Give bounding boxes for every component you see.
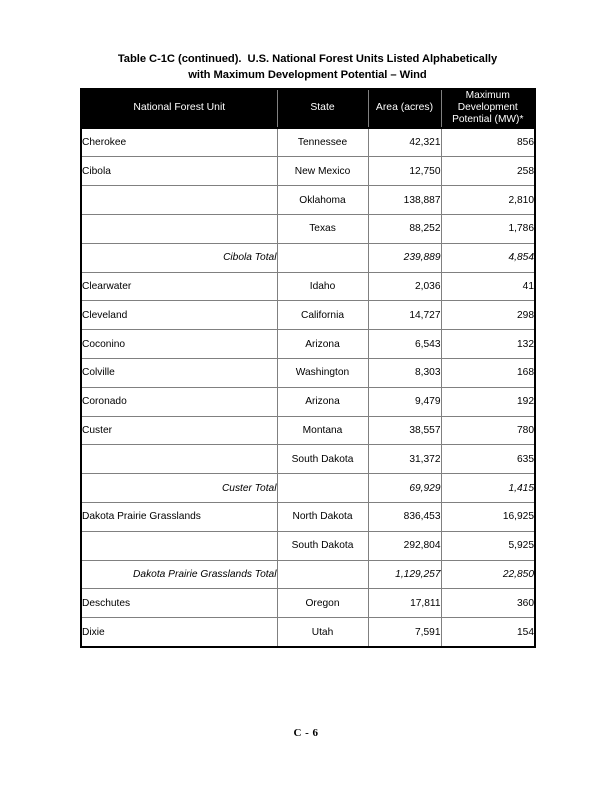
cell-group-total-label: Cibola Total <box>81 243 277 272</box>
cell-state: Oklahoma <box>277 186 368 215</box>
table-row <box>81 243 535 272</box>
cell-area-acres: 88,252 <box>368 215 441 244</box>
cell-area-acres: 31,372 <box>368 445 441 474</box>
cell-national-forest-unit: Clearwater <box>81 272 277 301</box>
cell-state: Tennessee <box>277 128 368 157</box>
cell-state: California <box>277 301 368 330</box>
cell-state: North Dakota <box>277 502 368 531</box>
page-title-line-2: with Maximum Development Potential – Wind <box>188 68 427 81</box>
cell-national-forest-unit: Cibola <box>81 157 277 186</box>
cell-area-acres: 292,804 <box>368 531 441 560</box>
cell-max-development-potential: 258 <box>441 157 535 186</box>
table-row <box>81 301 535 330</box>
column-header-potential-line-1: Maximum <box>465 90 510 101</box>
cell-max-development-potential: 1,415 <box>441 474 535 503</box>
cell-area-acres: 69,929 <box>368 474 441 503</box>
cell-area-acres: 42,321 <box>368 128 441 157</box>
cell-state: Idaho <box>277 272 368 301</box>
column-header-area-acres <box>368 89 441 128</box>
cell-max-development-potential: 41 <box>441 272 535 301</box>
cell-state <box>277 474 368 503</box>
cell-state: Arizona <box>277 387 368 416</box>
cell-max-development-potential: 2,810 <box>441 186 535 215</box>
cell-max-development-potential: 4,854 <box>441 243 535 272</box>
cell-national-forest-unit: Coronado <box>81 387 277 416</box>
cell-group-total-label: Dakota Prairie Grasslands Total <box>81 560 277 589</box>
cell-national-forest-unit: Custer <box>81 416 277 445</box>
cell-area-acres: 2,036 <box>368 272 441 301</box>
table-row <box>81 618 535 647</box>
table-row <box>81 445 535 474</box>
cell-state: Texas <box>277 215 368 244</box>
column-header-state <box>277 89 368 128</box>
table-row <box>81 531 535 560</box>
cell-area-acres: 12,750 <box>368 157 441 186</box>
cell-max-development-potential: 154 <box>441 618 535 647</box>
cell-state: South Dakota <box>277 531 368 560</box>
column-header-national-forest-unit <box>81 89 277 128</box>
forest-units-table <box>80 88 536 648</box>
cell-area-acres: 138,887 <box>368 186 441 215</box>
table-header <box>81 89 535 128</box>
table-row <box>81 358 535 387</box>
cell-state <box>277 560 368 589</box>
cell-area-acres: 14,727 <box>368 301 441 330</box>
cell-national-forest-unit: Cleveland <box>81 301 277 330</box>
table-row <box>81 186 535 215</box>
cell-state: Utah <box>277 618 368 647</box>
cell-area-acres: 9,479 <box>368 387 441 416</box>
cell-national-forest-unit: Dakota Prairie Grasslands <box>81 502 277 531</box>
cell-group-total-label: Custer Total <box>81 474 277 503</box>
cell-area-acres: 38,557 <box>368 416 441 445</box>
column-header-state-label: State <box>310 102 335 114</box>
cell-area-acres: 8,303 <box>368 358 441 387</box>
column-header-national-forest-unit-label: National Forest Unit <box>133 102 226 114</box>
cell-national-forest-unit <box>81 186 277 215</box>
cell-national-forest-unit: Coconino <box>81 330 277 359</box>
cell-national-forest-unit: Dixie <box>81 618 277 647</box>
cell-state: Oregon <box>277 589 368 618</box>
cell-max-development-potential: 1,786 <box>441 215 535 244</box>
table-body <box>81 128 535 647</box>
page-number-label: C - 6 <box>293 727 319 739</box>
cell-max-development-potential: 298 <box>441 301 535 330</box>
cell-max-development-potential: 360 <box>441 589 535 618</box>
cell-national-forest-unit: Colville <box>81 358 277 387</box>
table-header-row <box>81 89 535 128</box>
cell-national-forest-unit <box>81 215 277 244</box>
cell-area-acres: 239,889 <box>368 243 441 272</box>
page-number-footer <box>0 727 612 739</box>
column-header-potential-line-3: Potential (MW)* <box>452 114 524 126</box>
page-title-line-1: Table C-1C (continued). U.S. National Forest Units Listed Alphabetically <box>117 53 498 65</box>
table-row <box>81 502 535 531</box>
cell-max-development-potential: 168 <box>441 358 535 387</box>
cell-area-acres: 1,129,257 <box>368 560 441 589</box>
cell-max-development-potential: 22,850 <box>441 560 535 589</box>
table-row <box>81 474 535 503</box>
column-header-maximum-development-potential <box>441 89 535 128</box>
page-title <box>80 52 535 83</box>
cell-state: Washington <box>277 358 368 387</box>
cell-area-acres: 7,591 <box>368 618 441 647</box>
cell-max-development-potential: 780 <box>441 416 535 445</box>
cell-state: Montana <box>277 416 368 445</box>
table-row <box>81 416 535 445</box>
cell-state: Arizona <box>277 330 368 359</box>
table-row <box>81 157 535 186</box>
column-header-area-acres-label: Area (acres) <box>375 102 434 114</box>
table-row <box>81 215 535 244</box>
table-row <box>81 128 535 157</box>
cell-area-acres: 836,453 <box>368 502 441 531</box>
table-row <box>81 272 535 301</box>
cell-max-development-potential: 856 <box>441 128 535 157</box>
cell-state <box>277 243 368 272</box>
table-row <box>81 560 535 589</box>
table-row <box>81 330 535 359</box>
cell-national-forest-unit <box>81 531 277 560</box>
cell-national-forest-unit: Cherokee <box>81 128 277 157</box>
cell-state: South Dakota <box>277 445 368 474</box>
cell-state: New Mexico <box>277 157 368 186</box>
cell-max-development-potential: 5,925 <box>441 531 535 560</box>
cell-max-development-potential: 635 <box>441 445 535 474</box>
cell-max-development-potential: 16,925 <box>441 502 535 531</box>
cell-max-development-potential: 132 <box>441 330 535 359</box>
column-header-potential-line-2: Development <box>457 102 518 114</box>
cell-area-acres: 17,811 <box>368 589 441 618</box>
table-row <box>81 589 535 618</box>
cell-national-forest-unit: Deschutes <box>81 589 277 618</box>
cell-area-acres: 6,543 <box>368 330 441 359</box>
cell-max-development-potential: 192 <box>441 387 535 416</box>
cell-national-forest-unit <box>81 445 277 474</box>
table-row <box>81 387 535 416</box>
